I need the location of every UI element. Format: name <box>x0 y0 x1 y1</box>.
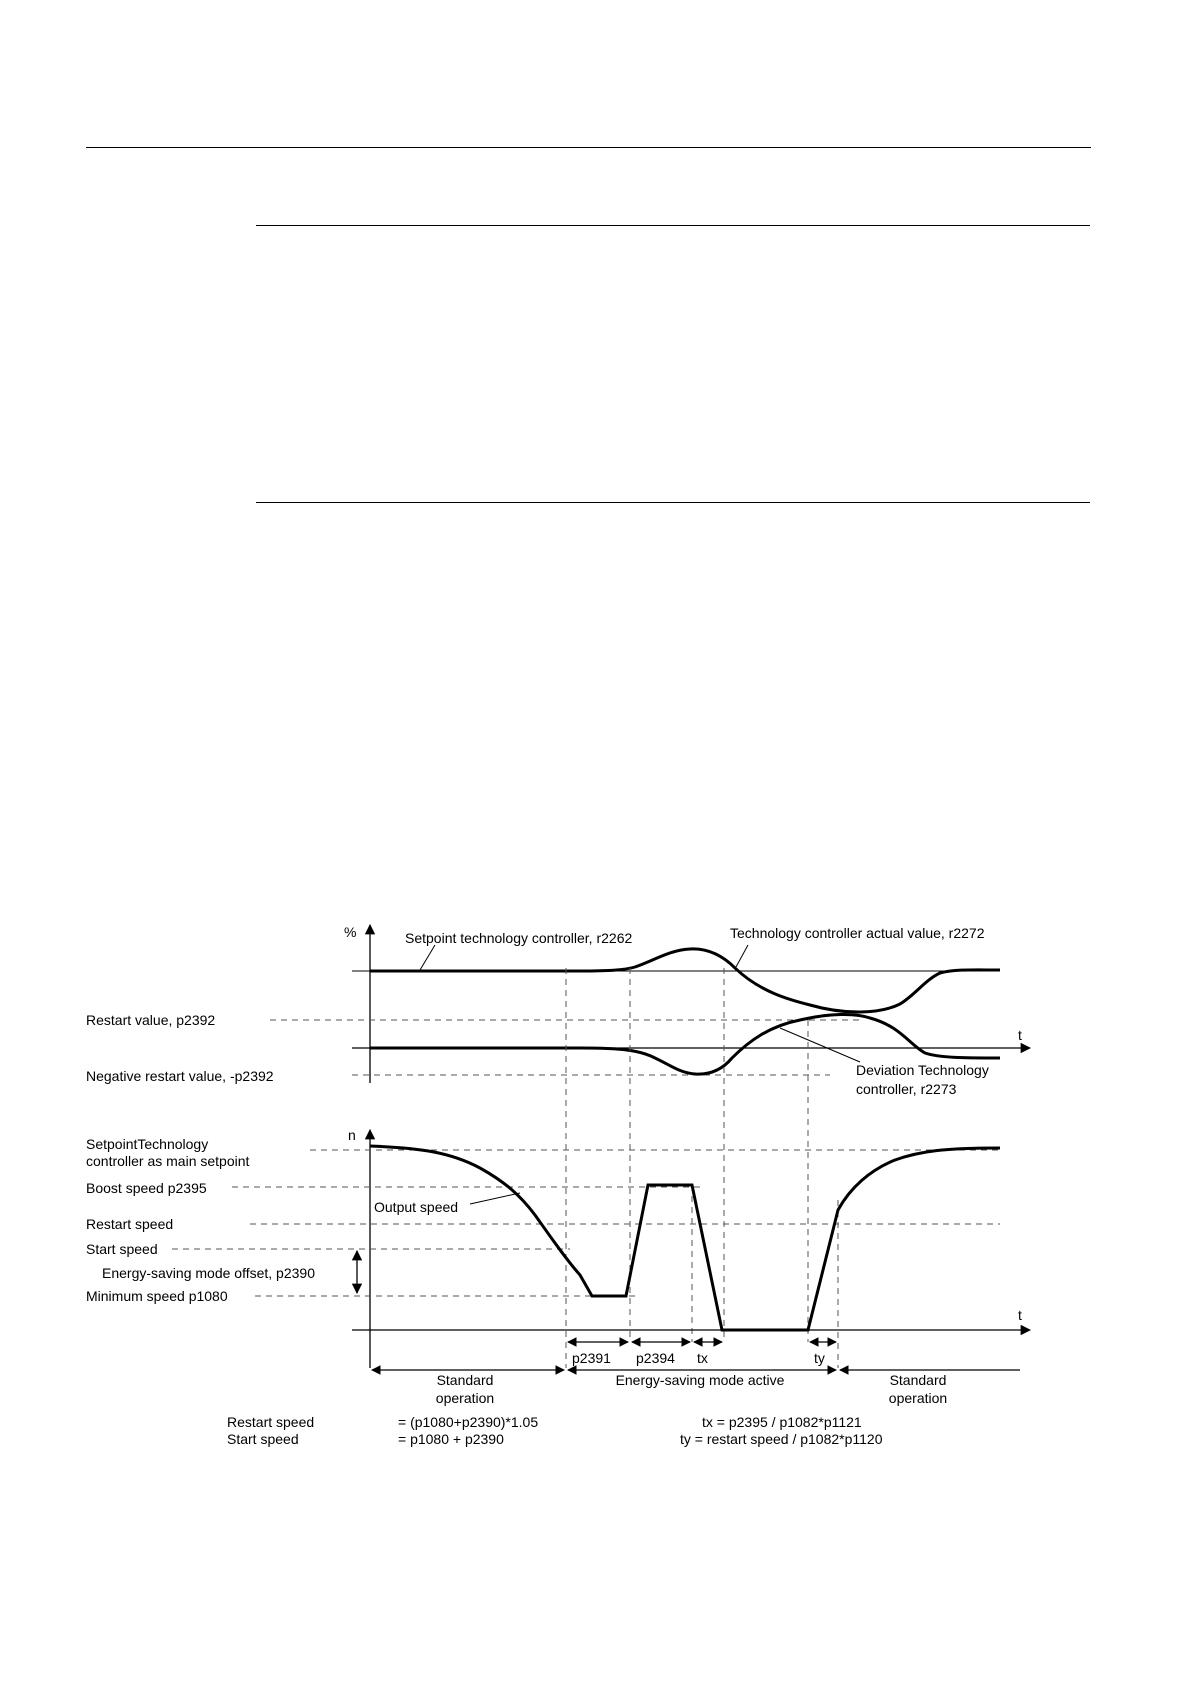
formula-restart-speed-expr: = (p1080+p2390)*1.05 <box>398 1414 539 1430</box>
phase-standard-1-line1: Standard <box>436 1372 494 1388</box>
deviation-label-line2: controller, r2273 <box>856 1081 957 1097</box>
phase-energy-saving-label: Energy-saving mode active <box>615 1372 785 1388</box>
formula-ty: ty = restart speed / p1082*p1120 <box>680 1431 883 1447</box>
formula-restart-speed-label: Restart speed <box>227 1414 315 1430</box>
lower-y-axis-label: n <box>348 1127 356 1143</box>
setpoint-tech-label-line1: SetpointTechnology <box>86 1136 209 1152</box>
interval-tx-label: tx <box>697 1350 708 1366</box>
minimum-speed-label: Minimum speed p1080 <box>86 1288 228 1304</box>
deviation-label-line1: Deviation Technology <box>856 1062 989 1078</box>
setpoint-tech-label-line2: controller as main setpoint <box>86 1153 250 1169</box>
formula-tx: tx = p2395 / p1082*p1121 <box>702 1414 862 1430</box>
actual-value-curve <box>370 949 1000 1012</box>
phase-standard-1-line2: operation <box>435 1390 495 1406</box>
boost-speed-label: Boost speed p2395 <box>86 1180 207 1196</box>
formulas <box>227 1414 883 1447</box>
neg-restart-value-label: Negative restart value, -p2392 <box>86 1068 274 1084</box>
output-speed-label: Output speed <box>374 1199 459 1215</box>
interval-p2391-label: p2391 <box>572 1350 611 1366</box>
lower-chart <box>86 1127 1030 1368</box>
actual-leader <box>736 945 748 967</box>
restart-speed-label: Restart speed <box>86 1216 174 1232</box>
restart-value-label: Restart value, p2392 <box>86 1012 216 1028</box>
lower-x-axis-label: t <box>1018 1307 1022 1323</box>
output-speed-leader <box>470 1193 520 1204</box>
time-markers <box>566 968 838 1368</box>
upper-chart <box>86 924 1030 1097</box>
formula-start-speed-label: Start speed <box>227 1431 299 1447</box>
setpoint-leader <box>420 945 435 970</box>
setpoint-curve-label: Setpoint technology controller, r2262 <box>405 930 633 946</box>
start-speed-label: Start speed <box>86 1241 158 1257</box>
phase-markers <box>372 1370 1020 1406</box>
actual-curve-label: Technology controller actual value, r2272 <box>730 925 985 941</box>
upper-x-axis-label: t <box>1018 1027 1022 1043</box>
interval-markers <box>568 1342 836 1366</box>
output-speed-curve <box>370 1146 1000 1330</box>
upper-y-axis-label: % <box>344 924 357 940</box>
formula-start-speed-expr: = p1080 + p2390 <box>398 1431 504 1447</box>
phase-standard-2-line2: operation <box>888 1390 948 1406</box>
offset-label: Energy-saving mode offset, p2390 <box>102 1265 315 1281</box>
phase-standard-2-line1: Standard <box>889 1372 947 1388</box>
deviation-leader <box>780 1028 860 1062</box>
interval-p2394-label: p2394 <box>636 1350 675 1366</box>
interval-ty-label: ty <box>814 1350 825 1366</box>
